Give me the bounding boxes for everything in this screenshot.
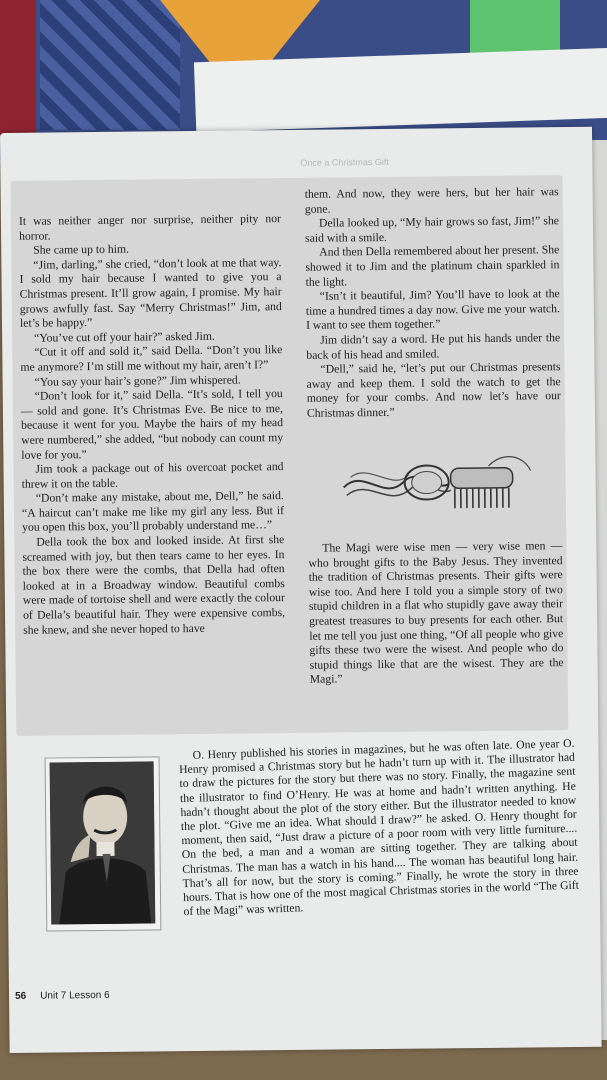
faint-header: Once a Christmas Gift <box>300 156 389 168</box>
page-footer <box>15 990 110 1002</box>
story-right-column <box>305 185 561 421</box>
paragraph: “Don’t look for it,” said Della. “It’s sold, I tell you — sold and gone. It’s Christmas Eve. Be nice to me, because it went for you. Maybe the hairs of my head were numbered,” she added, “but nobody can count my love for you.” <box>20 387 284 462</box>
paragraph: “Isn’t it beautiful, Jim? You’ll have to look at the time a hundred times a day now. Give me your watch. I want to see them together.” <box>305 287 560 333</box>
paragraph: “You’ve cut off your hair?” asked Jim. <box>34 329 215 345</box>
paragraph: “Don’t make any mistake, about me, Dell,” he said. “A haircut can’t make me like my girl any less. But if you open this box, you’ll probably understand me…” <box>21 489 285 535</box>
background-paper-stack <box>194 48 607 133</box>
book-page <box>0 127 602 1053</box>
paragraph: “Dell,” said he, “let’s put our Christmas presents away and keep them. I sold the watch to get the money for your combs. And now let’s have our Christmas dinner.” <box>306 360 561 420</box>
paragraph: It was neither anger nor surprise, neither pity nor horror. <box>18 212 281 243</box>
page-number: 56 <box>14 990 27 1002</box>
paragraph: Jim took a package out of his overcoat pocket and threw it on the table. <box>21 460 284 491</box>
paragraph: The Magi were wise men — very wise men — who brought gifts to the Baby Jesus. They invented the tradition of Christmas presents. Their gifts were wise too. And here I told you a simple story of two stupid children in a flat who stupidly gave away their greatest treasures to buy presents for each other. But let me tell you just one thing, “Of all people who give gifts these two were the wisest. And people who do stupid things like that are the wisest. They are the Magi.” <box>308 539 564 687</box>
paragraph: “You say your hair’s gone?” Jim whispered. <box>34 373 241 389</box>
paragraph: And then Della remembered about her present. She showed it to Jim and the platinum chain sparkled in the light. <box>305 243 560 289</box>
unit-lesson-label: Unit 7 Lesson 6 <box>40 989 110 1002</box>
background-pattern <box>40 0 180 130</box>
o-henry-biography <box>178 737 579 920</box>
story-left-column <box>19 212 285 638</box>
paragraph: Della looked up, “My hair grows so fast, Jim!” she said with a smile. <box>305 214 560 245</box>
portrait-photo <box>50 761 156 924</box>
o-henry-portrait <box>45 756 162 931</box>
story-right-column-ending <box>308 539 564 688</box>
paragraph: Della took the box and looked inside. At first she screamed with joy, but then tears came to her eyes. In the box there were the combs, that Della had often looked at in a Broadway window. Beautiful combs were made of tortoise shell and were exactly the colour of Della’s beautiful hair. They were expensive combs, she knew, and she never hoped to have <box>22 533 286 637</box>
comb-and-watch-illustration <box>338 445 539 517</box>
paragraph: “Jim, darling,” she cried, “don’t look at me that way. I sold my hair because I wanted to give you a Christmas present. It’ll grow again, I promise. My hair grows awfully fast. Say “Merry Christmas!” Jim, and let’s be happy.” <box>19 255 282 330</box>
paragraph: “Cut it off and sold it,” said Della. “Don’t you like me anymore? I’m still me without my hair, aren’t I?” <box>20 343 283 374</box>
bio-paragraph: O. Henry published his stories in magazines, but he was often late. One year O. Henry promised a Christmas story but he hadn’t turn up with it. The illustrator had to draw the pictures for the story but there was no story. Finally, the magazine sent the illustrator to find O’Henry. He was at home and hadn’t written anything. He hadn’t thought about the plot of the story either. But the illustrator needed to know the plot. “Give me an idea. What should I draw?” he asked. O. Henry thought for moment, then said, “Just draw a picture of a poor room with very little furniture.... On the bed, a man and a woman are sitting together. They are talking about Christmas. The man has a watch in his hand.... The woman has beautiful long hair. That’s all for now, but the story is coming.” Finally, he wrote the story in three hours. That is how one of the most magical Christmas stories in the world “The Gift of the Magi” was written. <box>178 736 580 919</box>
paragraph: Jim didn’t say a word. He put his hands under the back of his head and smiled. <box>306 331 561 362</box>
background-red-strip <box>0 0 36 140</box>
paragraph: them. And now, they were hers, but her hair was gone. <box>304 185 559 216</box>
paragraph: She came up to him. <box>33 242 130 257</box>
